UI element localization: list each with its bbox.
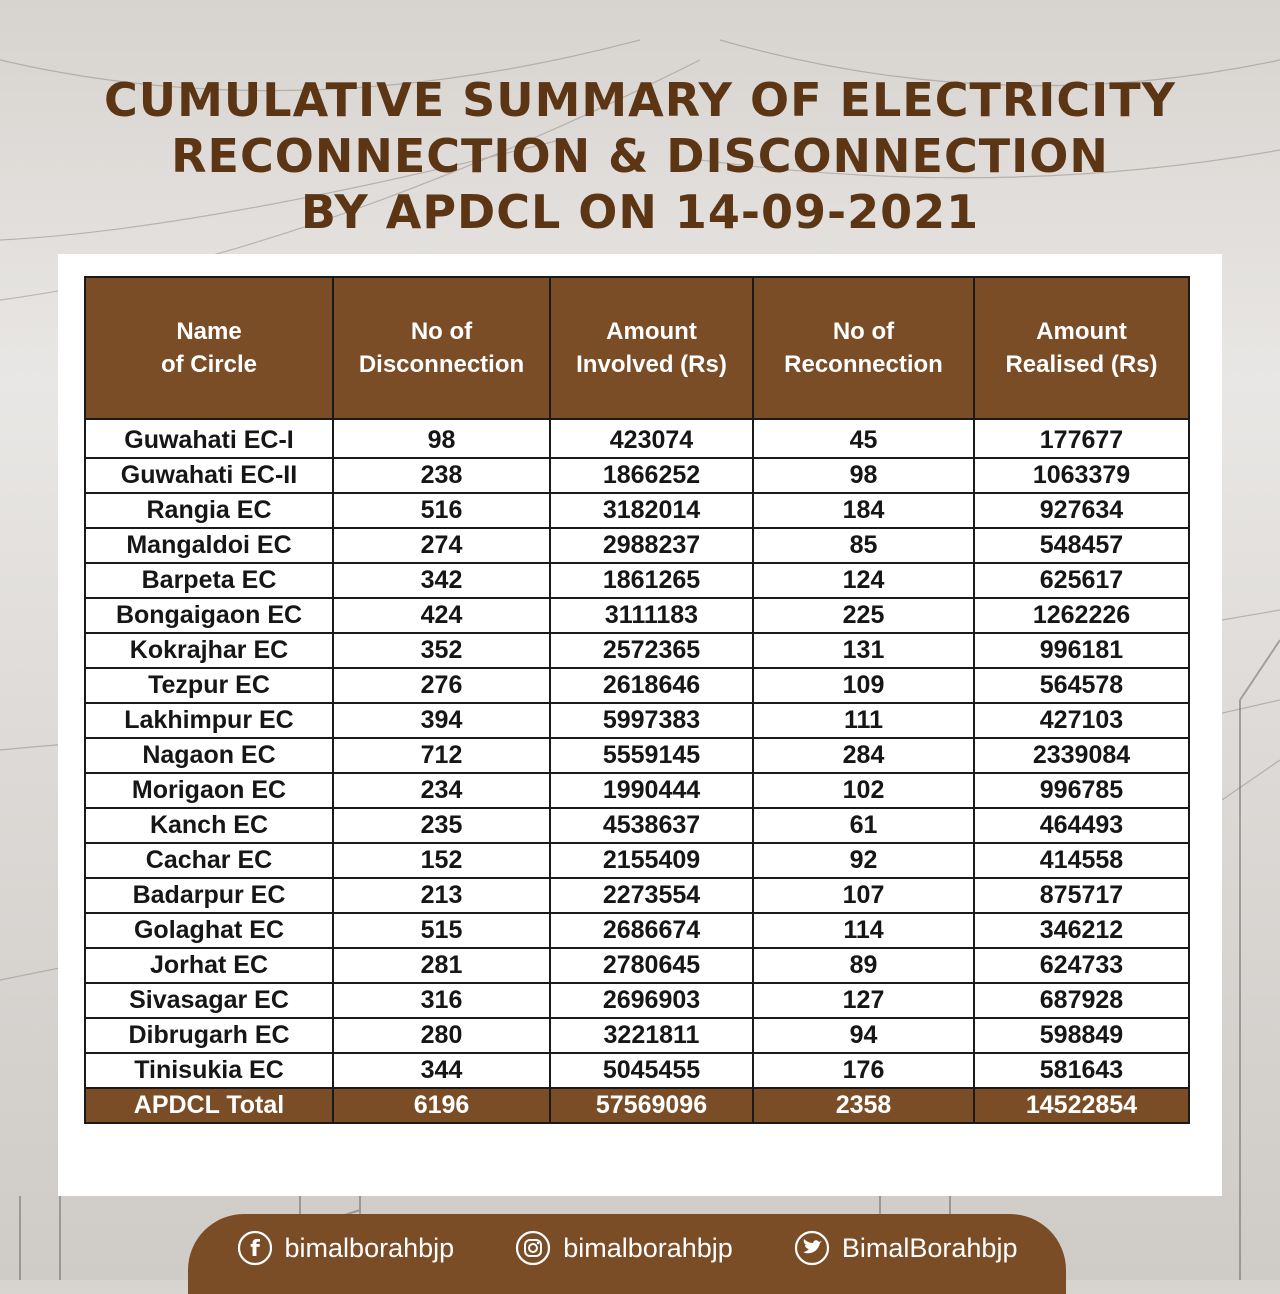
table-row	[85, 878, 1189, 913]
cell-amount-involved: 2273554	[550, 878, 753, 913]
cell-amount-involved: 1990444	[550, 773, 753, 808]
cell-disconnections: 515	[333, 913, 550, 948]
cell-reconnections: 131	[753, 633, 974, 668]
cell-amount-involved: 3221811	[550, 1018, 753, 1053]
cell-amount-realised: 996785	[974, 773, 1189, 808]
cell-circle-name: Kokrajhar EC	[85, 633, 333, 668]
cell-disconnections: 98	[333, 419, 550, 458]
table-row	[85, 419, 1189, 458]
cell-amount-involved: 2780645	[550, 948, 753, 983]
table-card	[58, 254, 1222, 1196]
cell-amount-involved: 2572365	[550, 633, 753, 668]
table-row	[85, 983, 1189, 1018]
cell-reconnections: 127	[753, 983, 974, 1018]
cell-circle-name: Cachar EC	[85, 843, 333, 878]
cell-amount-realised: 581643	[974, 1053, 1189, 1088]
cell-circle-name: Jorhat EC	[85, 948, 333, 983]
cell-disconnections: 234	[333, 773, 550, 808]
table-row	[85, 1053, 1189, 1088]
cell-amount-realised: 624733	[974, 948, 1189, 983]
cell-amount-realised: 625617	[974, 563, 1189, 598]
table-row	[85, 668, 1189, 703]
cell-circle-name: Golaghat EC	[85, 913, 333, 948]
cell-reconnections: 176	[753, 1053, 974, 1088]
title-line-3: BY APDCL ON 14-09-2021	[300, 185, 980, 239]
cell-amount-involved: 2155409	[550, 843, 753, 878]
header-amount-involved: Amount Involved (Rs)	[550, 277, 753, 419]
cell-disconnections: 280	[333, 1018, 550, 1053]
cell-reconnections: 85	[753, 528, 974, 563]
svg-text:f: f	[249, 1237, 260, 1262]
header-no-of-disconnection: No of Disconnection	[333, 277, 550, 419]
table-row	[85, 563, 1189, 598]
cell-reconnections: 94	[753, 1018, 974, 1053]
cell-circle-name: Lakhimpur EC	[85, 703, 333, 738]
page-title	[0, 72, 1280, 240]
cell-amount-involved: 5045455	[550, 1053, 753, 1088]
cell-amount-involved: 4538637	[550, 808, 753, 843]
cell-amount-realised: 564578	[974, 668, 1189, 703]
cell-amount-realised: 1262226	[974, 598, 1189, 633]
cell-circle-name: Barpeta EC	[85, 563, 333, 598]
cell-circle-name: Dibrugarh EC	[85, 1018, 333, 1053]
facebook-handle: bimalborahbjp	[284, 1232, 455, 1263]
total-amount-involved: 57569096	[550, 1088, 753, 1123]
cell-circle-name: Rangia EC	[85, 493, 333, 528]
cell-disconnections: 281	[333, 948, 550, 983]
table-row	[85, 913, 1189, 948]
cell-amount-realised: 927634	[974, 493, 1189, 528]
cell-amount-realised: 875717	[974, 878, 1189, 913]
cell-reconnections: 114	[753, 913, 974, 948]
table-row	[85, 493, 1189, 528]
cell-circle-name: Sivasagar EC	[85, 983, 333, 1018]
table-row	[85, 598, 1189, 633]
cell-amount-involved: 5997383	[550, 703, 753, 738]
cell-amount-realised: 414558	[974, 843, 1189, 878]
table-row	[85, 773, 1189, 808]
total-disconnections: 6196	[333, 1088, 550, 1123]
cell-disconnections: 424	[333, 598, 550, 633]
title-line-2: RECONNECTION & DISCONNECTION	[171, 129, 1109, 183]
twitter-icon	[794, 1230, 830, 1266]
total-row	[85, 1088, 1189, 1123]
header-name-of-circle: Name of Circle	[85, 277, 333, 419]
total-circle-name: APDCL Total	[85, 1088, 333, 1123]
cell-disconnections: 213	[333, 878, 550, 913]
cell-disconnections: 352	[333, 633, 550, 668]
cell-amount-realised: 177677	[974, 419, 1189, 458]
cell-disconnections: 516	[333, 493, 550, 528]
social-footer	[188, 1214, 1066, 1294]
cell-reconnections: 61	[753, 808, 974, 843]
table-row	[85, 703, 1189, 738]
table-row	[85, 948, 1189, 983]
total-amount-realised: 14522854	[974, 1088, 1189, 1123]
table-header-row	[85, 277, 1189, 419]
cell-reconnections: 45	[753, 419, 974, 458]
table-row	[85, 528, 1189, 563]
cell-disconnections: 152	[333, 843, 550, 878]
table-row	[85, 633, 1189, 668]
table-row	[85, 1018, 1189, 1053]
cell-disconnections: 276	[333, 668, 550, 703]
cell-disconnections: 344	[333, 1053, 550, 1088]
cell-circle-name: Mangaldoi EC	[85, 528, 333, 563]
table-row	[85, 808, 1189, 843]
cell-disconnections: 235	[333, 808, 550, 843]
cell-amount-involved: 3111183	[550, 598, 753, 633]
facebook-icon	[237, 1230, 273, 1266]
instagram-icon	[515, 1230, 551, 1266]
cell-amount-involved: 2618646	[550, 668, 753, 703]
cell-reconnections: 225	[753, 598, 974, 633]
cell-amount-involved: 2696903	[550, 983, 753, 1018]
cell-amount-involved: 5559145	[550, 738, 753, 773]
cell-amount-realised: 548457	[974, 528, 1189, 563]
cell-amount-involved: 423074	[550, 419, 753, 458]
cell-amount-realised: 464493	[974, 808, 1189, 843]
cell-disconnections: 238	[333, 458, 550, 493]
cell-amount-realised: 427103	[974, 703, 1189, 738]
cell-reconnections: 124	[753, 563, 974, 598]
cell-circle-name: Nagaon EC	[85, 738, 333, 773]
header-amount-realised: Amount Realised (Rs)	[974, 277, 1189, 419]
cell-amount-involved: 2686674	[550, 913, 753, 948]
table-row	[85, 738, 1189, 773]
table-row	[85, 843, 1189, 878]
header-no-of-reconnection: No of Reconnection	[753, 277, 974, 419]
cell-circle-name: Kanch EC	[85, 808, 333, 843]
cell-reconnections: 109	[753, 668, 974, 703]
cell-reconnections: 89	[753, 948, 974, 983]
title-line-1: CUMULATIVE SUMMARY OF ELECTRICITY	[104, 73, 1176, 127]
cell-reconnections: 92	[753, 843, 974, 878]
cell-circle-name: Tezpur EC	[85, 668, 333, 703]
instagram-handle: bimalborahbjp	[563, 1232, 733, 1263]
cell-disconnections: 342	[333, 563, 550, 598]
cell-amount-realised: 996181	[974, 633, 1189, 668]
cell-circle-name: Tinisukia EC	[85, 1053, 333, 1088]
total-reconnections: 2358	[753, 1088, 974, 1123]
cell-amount-realised: 2339084	[974, 738, 1189, 773]
cell-circle-name: Guwahati EC-II	[85, 458, 333, 493]
cell-amount-involved: 2988237	[550, 528, 753, 563]
cell-amount-involved: 1861265	[550, 563, 753, 598]
cell-amount-realised: 598849	[974, 1018, 1189, 1053]
facebook-link[interactable]	[237, 1230, 455, 1266]
cell-reconnections: 111	[753, 703, 974, 738]
cell-reconnections: 184	[753, 493, 974, 528]
instagram-link[interactable]	[515, 1230, 733, 1266]
cell-amount-involved: 3182014	[550, 493, 753, 528]
cell-amount-realised: 687928	[974, 983, 1189, 1018]
cell-circle-name: Guwahati EC-I	[85, 419, 333, 458]
cell-disconnections: 316	[333, 983, 550, 1018]
twitter-handle: BimalBorahbjp	[841, 1232, 1018, 1263]
cell-reconnections: 107	[753, 878, 974, 913]
table-row	[85, 458, 1189, 493]
cell-reconnections: 284	[753, 738, 974, 773]
cell-reconnections: 98	[753, 458, 974, 493]
cell-disconnections: 712	[333, 738, 550, 773]
cell-amount-involved: 1866252	[550, 458, 753, 493]
cell-circle-name: Bongaigaon EC	[85, 598, 333, 633]
summary-table	[84, 276, 1190, 1124]
twitter-link[interactable]	[794, 1230, 1018, 1266]
cell-amount-realised: 1063379	[974, 458, 1189, 493]
cell-amount-realised: 346212	[974, 913, 1189, 948]
cell-circle-name: Badarpur EC	[85, 878, 333, 913]
cell-reconnections: 102	[753, 773, 974, 808]
cell-disconnections: 274	[333, 528, 550, 563]
cell-circle-name: Morigaon EC	[85, 773, 333, 808]
cell-disconnections: 394	[333, 703, 550, 738]
